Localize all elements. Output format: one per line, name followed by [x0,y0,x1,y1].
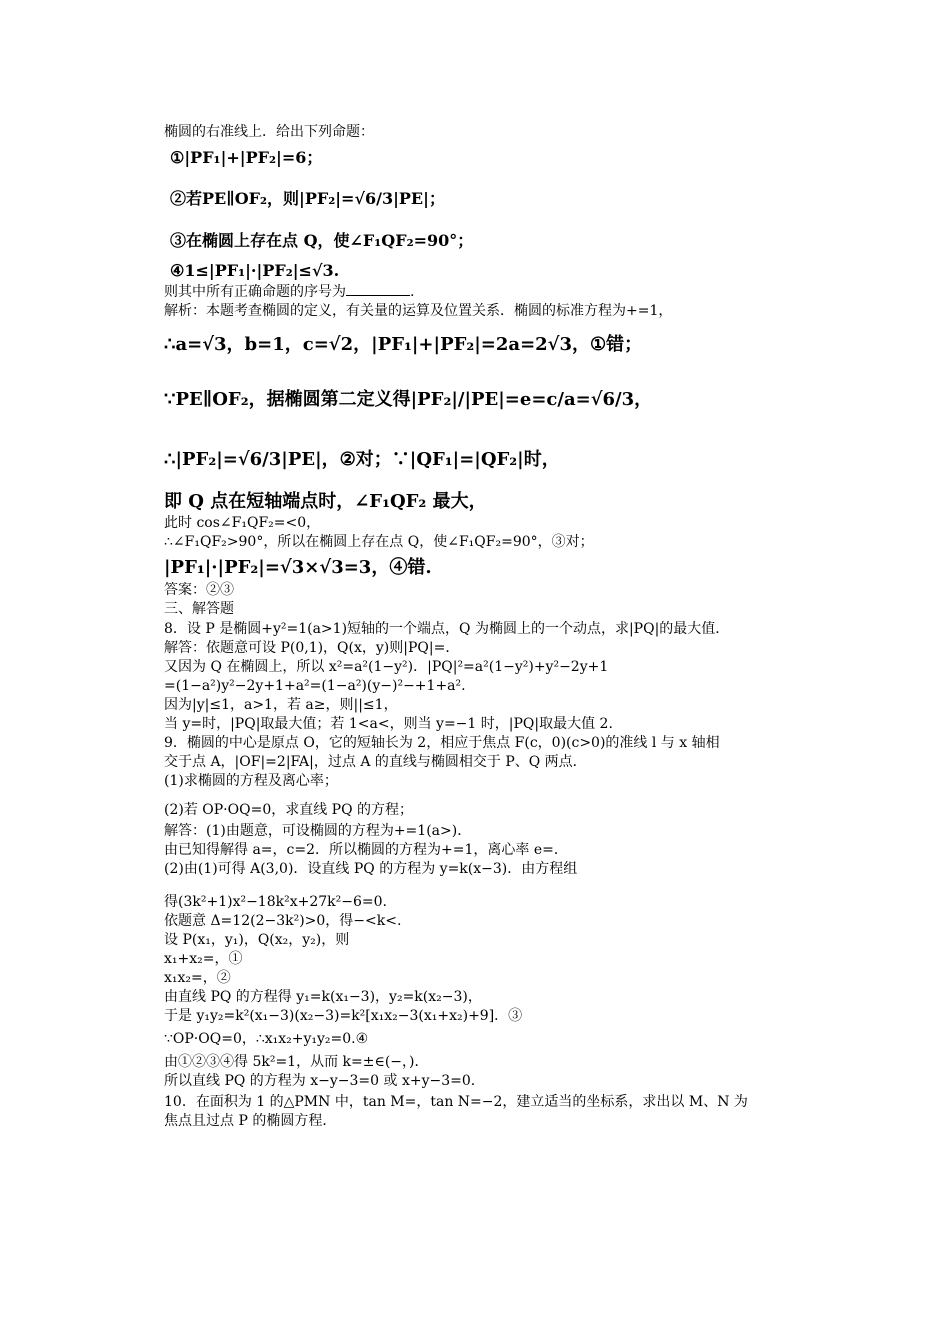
text-line: 得(3k²+1)x²−18k²x+27k²−6=0. [164,894,387,910]
answer-line: 答案：②③ [164,582,234,598]
text-line: 又因为 Q 在椭圆上，所以 x²=a²(1−y²)．|PQ|²=a²(1−y²)+y²−2y+1 [164,659,609,675]
problem-8: 8．设 P 是椭圆+y²=1(a>1)短轴的一个端点，Q 为椭圆上的一个动点，求|PQ|的最大值． [164,621,730,637]
problem-9: 9．椭圆的中心是原点 O，它的短轴长为 2，相应于焦点 F(c，0)(c>0)的准线 l 与 x 轴相 [164,735,720,751]
text-line: 由①②③④得 5k²=1，从而 k=±∈(−，)． [164,1054,429,1070]
proposition-2: ②若PE∥OF₂，则|PF₂|=√6/3|PE|； [170,189,445,208]
text-line: x₁+x₂=，① [164,951,243,967]
section-heading: 三、解答题 [164,601,234,617]
text-line: 当 y=时，|PQ|取最大值；若 1<a<，则当 y=−1 时，|PQ|取最大值 2. [164,716,613,732]
text-line: 解答：依题意可设 P(0,1)，Q(x，y)则|PQ|=． [164,640,460,656]
text-line: =(1−a²)y²−2y+1+a²=(1−a²)(y−)²−+1+a². [164,678,466,694]
text-line: (1)求椭圆的方程及离心率； [164,773,338,789]
proposition-1: ①|PF₁|+|PF₂|=6； [170,148,323,167]
text-line: 解答：(1)由题意，可设椭圆的方程为+=1(a>)． [164,823,472,839]
text-line: ∵OP·OQ=0，∴x₁x₂+y₁y₂=0.④ [164,1031,369,1047]
text-line: 因为|y|≤1，a>1，若 a≥，则||≤1， [164,697,398,713]
text-line: (2)若 OP·OQ=0，求直线 PQ 的方程； [164,802,414,818]
text-line: 椭圆的右准线上．给出下列命题： [164,124,374,140]
text-line: 此时 cos∠F₁QF₂=<0， [164,515,321,531]
analysis-step-1: ∴a=√3，b=1，c=√2，|PF₁|+|PF₂|=2a=2√3，①错； [164,334,643,355]
analysis-intro: 解析：本题考查椭圆的定义，有关量的运算及位置关系．椭圆的标准方程为+=1， [164,303,673,319]
proposition-3: ③在椭圆上存在点 Q，使∠F₁QF₂=90°； [170,231,474,250]
analysis-step-4: 即 Q 点在短轴端点时，∠F₁QF₂ 最大， [164,491,487,512]
analysis-step-3: ∴|PF₂|=√6/3|PE|，②对；∵|QF₁|=|QF₂|时， [164,449,560,470]
text-line: 依题意 Δ=12(2−3k²)>0，得−<k<. [164,913,402,929]
text-line: 设 P(x₁，y₁)，Q(x₂，y₂)，则 [164,932,350,948]
text-line: (2)由(1)可得 A(3,0)．设直线 PQ 的方程为 y=k(x−3)．由方程组 [164,861,578,877]
problem-10: 10．在面积为 1 的△PMN 中，tan M=，tan N=−2，建立适当的坐标系，求出以 M、N 为 [164,1094,748,1110]
question-period: . [410,284,415,300]
text-line: 由已知得解得 a=，c=2．所以椭圆的方程为+=1，离心率 e=． [164,842,568,858]
question-line [164,283,414,301]
text-line: 所以直线 PQ 的方程为 x−y−3=0 或 x+y−3=0. [164,1073,476,1089]
analysis-step-5: |PF₁|·|PF₂|=√3×√3=3，④错. [164,557,432,578]
answer-blank [346,283,410,296]
text-line: 交于点 A，|OF|=2|FA|，过点 A 的直线与椭圆相交于 P、Q 两点． [164,754,587,770]
question-text: 则其中所有正确命题的序号为 [164,284,346,300]
proposition-4: ④1≤|PF₁|·|PF₂|≤√3. [170,261,340,280]
analysis-step-2: ∵PE∥OF₂，据椭圆第二定义得|PF₂|/|PE|=e=c/a=√6/3， [164,389,653,410]
text-line: 于是 y₁y₂=k²(x₁−3)(x₂−3)=k²[x₁x₂−3(x₁+x₂)+9]．③ [164,1008,523,1024]
text-line: ∴∠F₁QF₂>90°，所以在椭圆上存在点 Q，使∠F₁QF₂=90°，③对； [164,534,594,550]
text-line: 焦点且过点 P 的椭圆方程． [164,1113,337,1129]
text-line: 由直线 PQ 的方程得 y₁=k(x₁−3)，y₂=k(x₂−3)， [164,989,482,1005]
text-line: x₁x₂=，② [164,970,231,986]
